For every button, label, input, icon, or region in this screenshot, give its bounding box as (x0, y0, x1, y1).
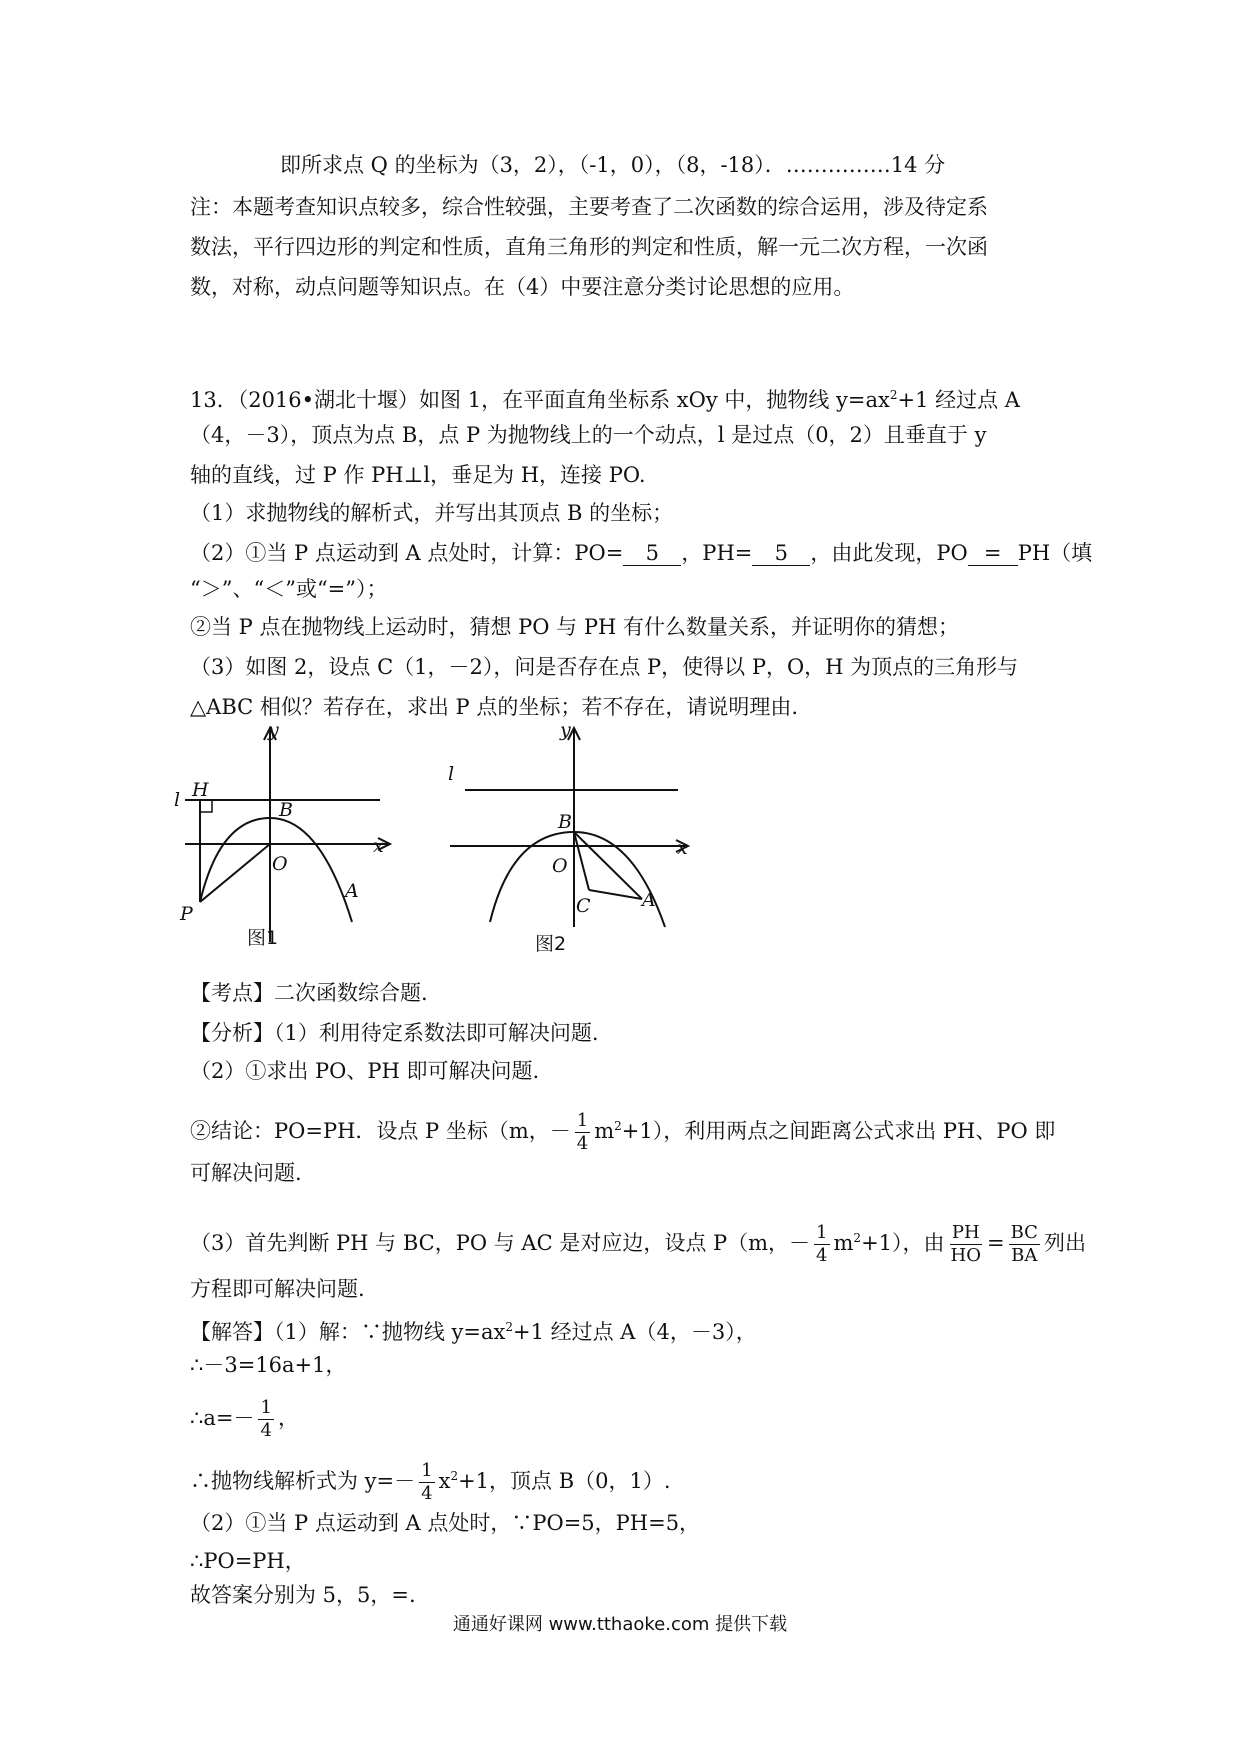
part-2 (190, 538, 1092, 568)
figure-1-caption: 图1 (247, 927, 279, 949)
part-2-text: ，PH= (681, 541, 753, 565)
fenxi-text: m (594, 1119, 615, 1143)
fenxi-conclusion (190, 1100, 1055, 1157)
superscript: 2 (614, 1119, 622, 1133)
superscript: 2 (853, 1231, 862, 1245)
solution-line: ∴PO=PH， (190, 1549, 306, 1573)
note-line: 数法，平行四边形的判定和性质，直角三角形的判定和性质，解一元二次方程，一次函 (190, 235, 988, 259)
figure-1-diagram (174, 719, 430, 962)
solution-text: +1 经过点 A（4，－3）， (513, 1320, 757, 1344)
fenxi: 【分析】（1）利用待定系数法即可解决问题. (190, 1021, 599, 1045)
figure-2-caption: 图2 (535, 933, 567, 955)
figure-1 (174, 719, 430, 962)
fenxi-text: ②结论：PO=PH．设点 P 坐标（m，－ (190, 1119, 571, 1143)
ratio-left-den: HO (950, 1245, 981, 1266)
solution-line: 故答案分别为 5，5，=. (190, 1583, 416, 1607)
solution-text: ∴a=－ (190, 1406, 255, 1430)
fraction (575, 1110, 590, 1155)
figure-2 (448, 719, 710, 962)
label-x: x (373, 835, 384, 857)
solution-line (190, 1392, 299, 1444)
fenxi-text: 列出 (1043, 1231, 1086, 1255)
fraction-numerator: 1 (421, 1460, 433, 1481)
label-c: C (576, 895, 591, 917)
fraction-numerator: 1 (576, 1110, 589, 1131)
question-13-line (190, 380, 1020, 415)
fraction (419, 1460, 434, 1505)
answer-blank-po: 5 (623, 541, 681, 566)
part-3: （3）如图 2，设点 C（1，－2），问是否存在点 P，使得以 P，O，H 为顶点的三角形与 (190, 655, 1019, 679)
fraction-denominator: 4 (421, 1483, 433, 1504)
solution-line (190, 1312, 757, 1347)
label-h: H (192, 779, 209, 801)
fenxi: 可解决问题. (190, 1161, 302, 1185)
note-line: 注：本题考查知识点较多，综合性较强，主要考查了二次函数的综合运用，涉及待定系 (190, 195, 988, 219)
label-o: O (552, 855, 568, 877)
ratio-right-num: BC (1010, 1222, 1038, 1243)
fraction (814, 1222, 829, 1267)
fenxi: 方程即可解决问题. (190, 1277, 365, 1301)
answer-blank-relation: = (968, 541, 1018, 566)
ratio-left-num: PH (951, 1222, 980, 1243)
label-p: P (180, 903, 193, 925)
label-l: l (174, 789, 181, 811)
solution-text: 【解答】（1）解：∵抛物线 y=ax (190, 1320, 506, 1344)
question-13-line: 轴的直线，过 P 作 PH⊥l，垂足为 H，连接 PO. (190, 463, 646, 487)
fenxi-part3 (190, 1212, 1086, 1269)
fraction-numerator: 1 (816, 1222, 828, 1243)
fenxi-text: m (833, 1231, 854, 1255)
solution-text: ， (277, 1406, 299, 1430)
part-2-2: ②当 P 点在抛物线上运动时，猜想 PO 与 PH 有什么数量关系，并证明你的猜想； (190, 615, 959, 639)
solution-text: x (438, 1469, 451, 1493)
part-2-options: “＞”、“＜”或“=”）； (190, 577, 388, 601)
segment-po (200, 844, 270, 902)
label-x: x (677, 837, 688, 859)
solution-line: （2）①当 P 点运动到 A 点处时，∵PO=5，PH=5， (190, 1511, 701, 1535)
fraction-denominator: 4 (576, 1133, 589, 1154)
fenxi-text: +1），利用两点之间距离公式求出 PH、PO 即 (621, 1119, 1056, 1143)
q13-text: 13．（2016•湖北十堰）如图 1，在平面直角坐标系 xOy 中，抛物线 y=ax (190, 388, 890, 412)
ratio-right (1009, 1222, 1040, 1267)
fraction (258, 1397, 273, 1442)
solution-line: ∴－3=16a+1， (190, 1353, 347, 1377)
question-13-line: （4，－3），顶点为点 B，点 P 为抛物线上的一个动点，l 是过点（0，2）且垂直于 y (190, 423, 987, 447)
note-line: 数，对称，动点问题等知识点。在（4）中要注意分类讨论思想的应用。 (190, 275, 855, 299)
part-2-text: PH（填 (1017, 541, 1093, 565)
fenxi-text: （3）首先判断 PH 与 BC，PO 与 AC 是对应边，设点 P（m，－ (190, 1231, 811, 1255)
solution-text: ∴抛物线解析式为 y=－ (190, 1469, 416, 1493)
label-o: O (272, 853, 288, 875)
kaodian: 【考点】二次函数综合题. (190, 981, 428, 1005)
solution-line (190, 1450, 671, 1507)
label-l: l (448, 763, 455, 785)
label-a: A (642, 889, 656, 911)
label-b: B (558, 811, 572, 833)
fenxi: （2）①求出 PO、PH 即可解决问题. (190, 1059, 540, 1083)
part-1: （1）求抛物线的解析式，并写出其顶点 B 的坐标； (190, 501, 674, 525)
answer-blank-ph: 5 (752, 541, 810, 566)
label-y: y (268, 719, 279, 741)
page-footer: 通通好课网 www.tthaoke.com 提供下载 (452, 1614, 788, 1635)
fraction-denominator: 4 (816, 1245, 828, 1266)
part-3: △ABC 相似？若存在，求出 P 点的坐标；若不存在，请说明理由. (190, 695, 799, 719)
label-b: B (279, 799, 293, 821)
right-angle-mark (200, 800, 212, 812)
label-y: y (560, 719, 571, 741)
ratio-equals: = (987, 1231, 1005, 1255)
ratio-left (949, 1222, 983, 1267)
ratio-right-den: BA (1011, 1245, 1038, 1266)
fraction-numerator: 1 (260, 1397, 272, 1418)
superscript: 2 (450, 1469, 459, 1483)
answer-line: 即所求点 Q 的坐标为（3，2），（-1，0），（8，-18）．……………14 分 (280, 153, 946, 177)
q13-text: +1 经过点 A (897, 388, 1020, 412)
label-a: A (345, 880, 359, 902)
solution-text: +1，顶点 B（0，1）. (458, 1469, 671, 1493)
fraction-denominator: 4 (260, 1420, 272, 1441)
superscript: 2 (889, 388, 898, 402)
part-2-text: （2）①当 P 点运动到 A 点处时，计算：PO= (190, 541, 624, 565)
superscript: 2 (505, 1320, 513, 1334)
fenxi-text: +1），由 (861, 1231, 945, 1255)
figure-2-diagram (448, 719, 710, 962)
part-2-text: ，由此发现，PO (810, 541, 968, 565)
